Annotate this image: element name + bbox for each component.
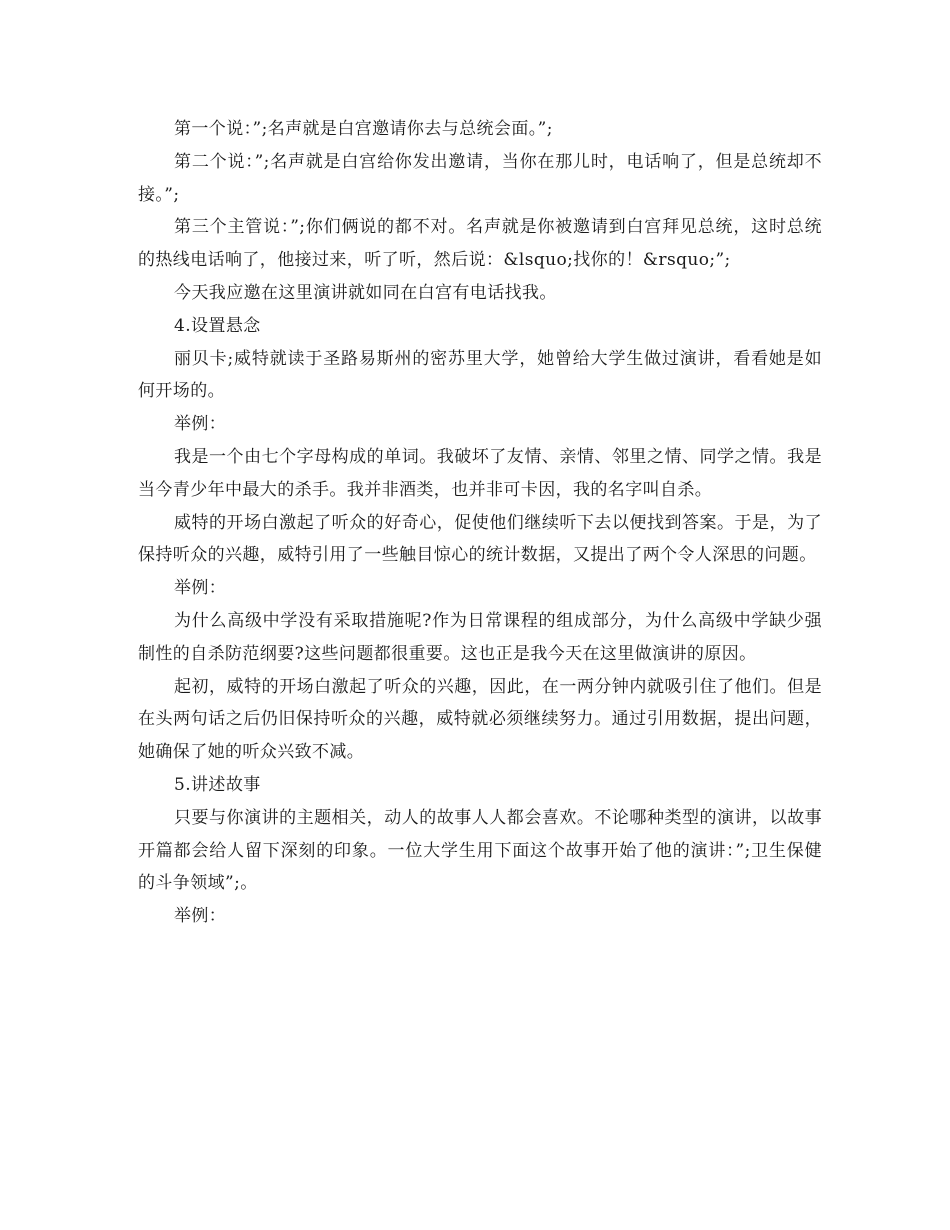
paragraph: 第一个说：”;名声就是白宫邀请你去与总统会面。”; [174, 119, 553, 139]
section-heading: 4.设置悬念 [174, 315, 261, 336]
paragraph: 威特的开场白激起了听众的好奇心，促使他们继续听下去以便找到答案。于是，为了保持听众的兴趣，威特引用了一些触目惊心的统计数据，又提出了两个令人深思的问题。 [138, 512, 822, 566]
paragraph: 只要与你演讲的主题相关，动人的故事人人都会喜欢。不论哪种类型的演讲，以故事开篇都会给人留下深刻的印象。一位大学生用下面这个故事开始了他的演讲：”;卫生保健的斗争领域”;。 [138, 807, 822, 894]
paragraph: 丽贝卡;威特就读于圣路易斯州的密苏里大学，她曾给大学生做过演讲，看看她是如何开场的。 [138, 348, 822, 402]
paragraph: 今天我应邀在这里演讲就如同在白宫有电话找我。 [174, 282, 557, 303]
example-label: 举例： [174, 414, 227, 435]
paragraph: 第二个说：”;名声就是白宫给你发出邀请，当你在那儿时，电话响了，但是总统却不接。”; [138, 151, 822, 205]
example-label: 举例： [174, 578, 227, 599]
paragraph: 第三个主管说：”;你们俩说的都不对。名声就是你被邀请到白宫拜见总统，这时总统的热线电话响了，他接过来，听了听，然后说：&lsquo;找你的！&rsquo;”; [138, 217, 822, 271]
paragraph: 我是一个由七个字母构成的单词。我破坏了友情、亲情、邻里之情、同学之情。我是当今青少年中最大的杀手。我并非酒类，也并非可卡因，我的名字叫自杀。 [138, 446, 822, 500]
paragraph: 为什么高级中学没有采取措施呢?作为日常课程的组成部分，为什么高级中学缺少强制性的自杀防范纲要?这些问题都很重要。这也正是我今天在这里做演讲的原因。 [138, 610, 822, 664]
example-label: 举例： [174, 906, 227, 927]
section-heading: 5.讲述故事 [174, 774, 261, 795]
paragraph: 起初，威特的开场白激起了听众的兴趣，因此，在一两分钟内就吸引住了他们。但是在头两句话之后仍旧保持听众的兴趣，威特就必须继续努力。通过引用数据，提出问题，她确保了她的听众兴致不减。 [138, 676, 822, 763]
